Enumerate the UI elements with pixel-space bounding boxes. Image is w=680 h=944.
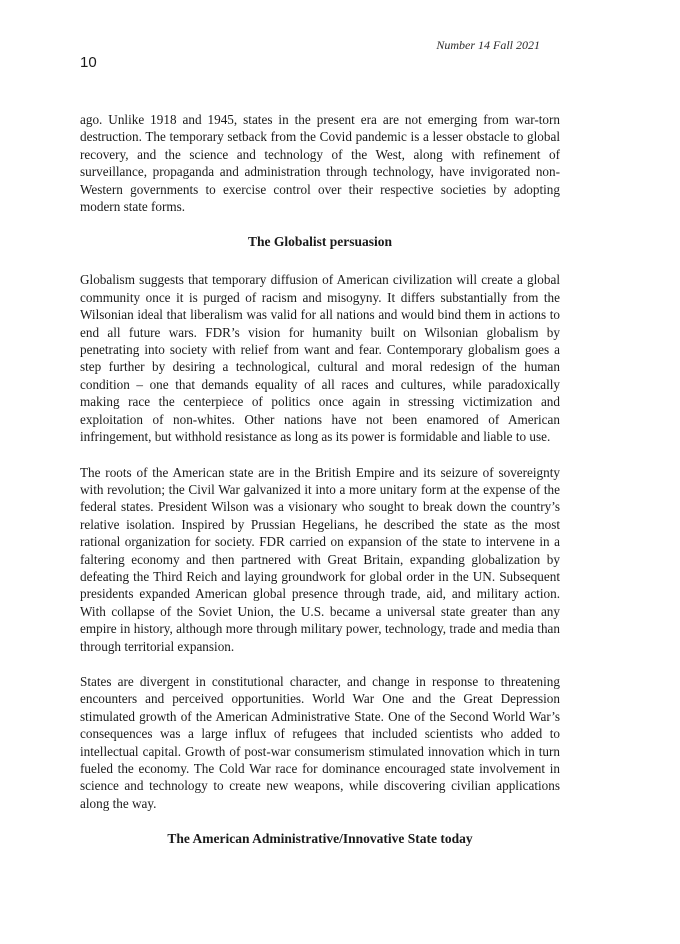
paragraph-3: The roots of the American state are in the British Empire and its seizure of sovereignty with revolution; the Civil War galvanized it into a more unitary form at the expense of the federal states. President Wilson was a visionary who sought to break down the country’s relative isolation. Inspired by Prussian Hegelians, he described the state as the most rational organization for society. FDR carried on expansion of the state to intervene in a faltering economy and then partnered with Great Britain, expanding globalization by defeating the Third Reich and laying groundwork for global order in the UN. Subsequent presidents expanded American global presence through trade, aid, and military action. With collapse of the Soviet Union, the U.S. became a universal state greater than any empire in history, although more through military power, technology, trade and media than through territorial expansion. (80, 464, 560, 654)
page-number: 10 (80, 54, 97, 71)
section-heading-administrative-state: The American Administrative/Innovative State today (167, 831, 473, 847)
journal-issue-header: Number 14 Fall 2021 (436, 38, 540, 52)
paragraph-1: ago. Unlike 1918 and 1945, states in the present era are not emerging from war-torn destruction. The temporary setback from the Covid pandemic is a lesser obstacle to global recovery, and the science and technology of the West, along with refinement of surveillance, propaganda and administration through technology, have invigorated non-Western governments to exercise control over their respective societies by adopting modern state forms. (80, 112, 560, 215)
article-body (80, 111, 560, 868)
paragraph-4: States are divergent in constitutional character, and change in response to threatening encounters and perceived opportunities. World War One and the Great Depression stimulated growth of the American Administrative State. One of the Second World War’s consequences was a large influx of refugees that included scientists who added to intellectual capital. Growth of post-war consumerism stimulated innovation which in turn fueled the economy. The Cold War race for dominance encouraged state involvement in science and technology to create new weapons, while discovering civilian applications along the way. (80, 673, 560, 811)
section-heading-globalist: The Globalist persuasion (247, 234, 393, 250)
paragraph-2: Globalism suggests that temporary diffusion of American civilization will create a global community once it is purged of racism and misogyny. It differs substantially from the Wilsonian ideal that liberalism was valid for all nations and would bind them in actions to end all future wars. FDR’s vision for humanity built on Wilsonian globalism by penetrating into society with relief from want and fear. Contemporary globalism goes a step further by desiring a technological, cultural and moral redesign of the human condition – one that demands equality of all races and cultures, while paradoxically making race the centerpiece of politics once again in stressing victimization and exploitation of non-whites. Other nations have not been enamored of American infringement, but withhold resistance as long as its power is formidable and liable to use. (80, 272, 560, 445)
